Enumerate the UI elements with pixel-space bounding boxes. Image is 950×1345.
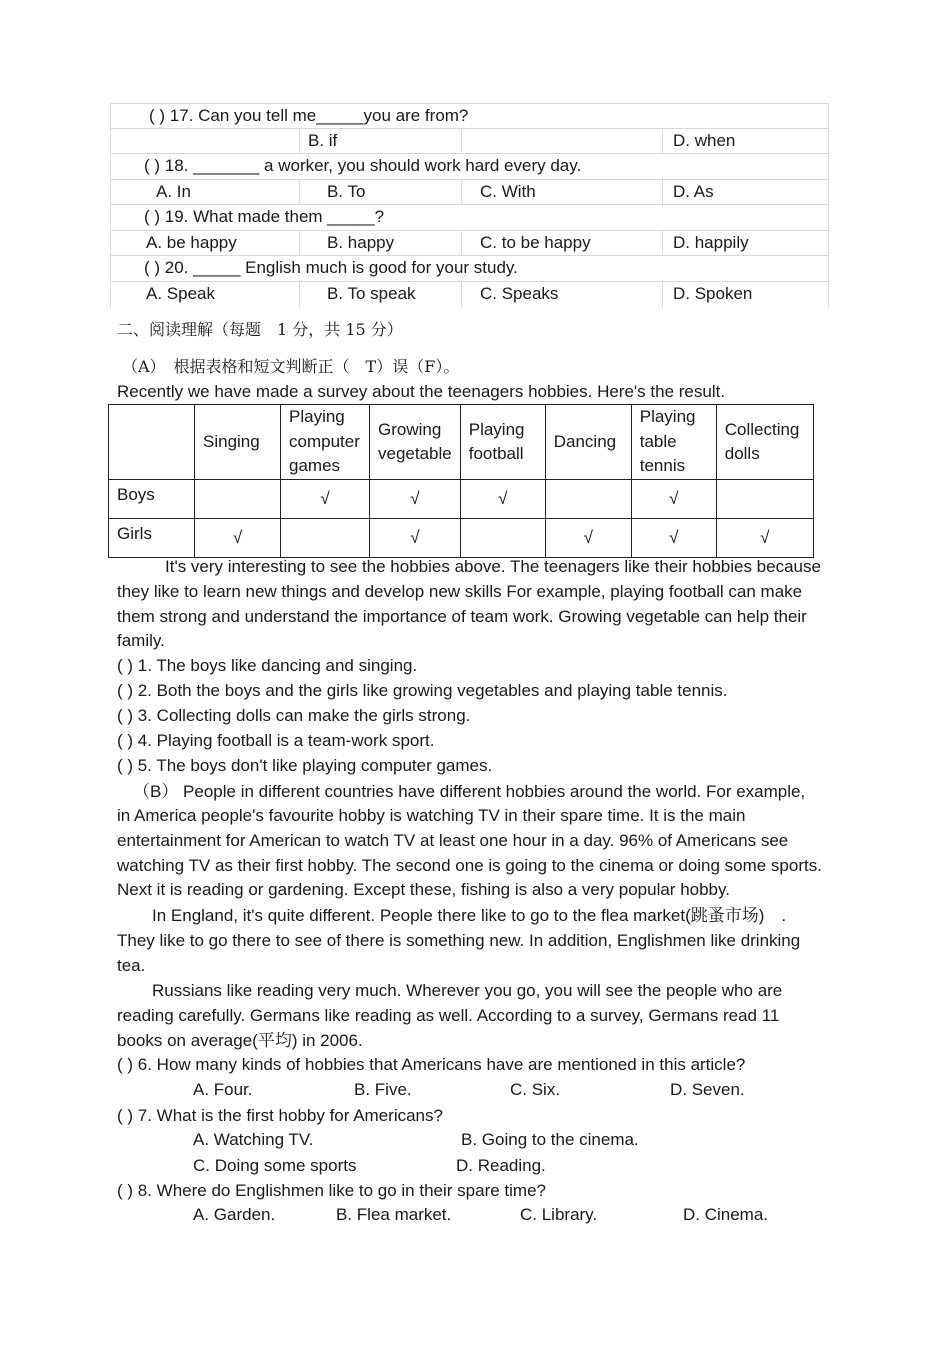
question-8-stem: ( ) 8. Where do Englishmen like to go in their spare time? — [117, 1181, 546, 1200]
q17-stem-row — [110, 103, 829, 129]
check-mark: √ — [716, 519, 813, 558]
q6-option-c: C. Six. — [510, 1080, 561, 1099]
check-mark — [281, 519, 370, 558]
check-mark: √ — [195, 519, 281, 558]
row-label: Girls — [109, 519, 195, 558]
check-mark: √ — [370, 519, 461, 558]
q20-option-c: C. Speaks — [462, 282, 663, 308]
partB-passage-line: books on average(平均) in 2006. — [117, 1031, 363, 1050]
partA-passage-line: It's very interesting to see the hobbies above. The teenagers like their hobbies because — [165, 557, 821, 576]
statement-2: ( ) 2. Both the boys and the girls like growing vegetables and playing table tennis. — [117, 681, 728, 700]
check-mark: √ — [545, 519, 631, 558]
partB-passage-line: They like to go there to see of there is something new. In addition, Englishmen like drinking — [117, 931, 801, 950]
table-header-cell: Playing football — [460, 405, 545, 480]
check-mark: √ — [370, 480, 461, 519]
q20-option-d: D. Spoken — [673, 283, 753, 303]
q20-options-row — [110, 282, 829, 308]
q17-option-b: B. if — [300, 129, 462, 154]
check-mark: √ — [460, 480, 545, 519]
question-7-stem: ( ) 7. What is the first hobby for Americans? — [117, 1106, 443, 1125]
partA-passage-line: them strong and understand the importance of team work. Growing vegetable can help their — [117, 607, 807, 626]
q18-option-b: B. To — [300, 180, 462, 205]
q6-option-b: B. Five. — [354, 1080, 412, 1099]
table-header-cell — [109, 405, 195, 480]
q7-option-a: A. Watching TV. — [193, 1130, 314, 1149]
table-row-boys — [109, 480, 814, 519]
table-header-cell: Playing table tennis — [631, 405, 716, 480]
q18-option-c: C. With — [462, 180, 663, 205]
q19-option-c: C. to be happy — [462, 231, 663, 256]
q6-option-a: A. Four. — [193, 1080, 253, 1099]
partB-passage-line: tea. — [117, 956, 146, 975]
partB-passage-line: （B） People in different countries have different hobbies around the world. For example, — [133, 782, 806, 801]
table-header-cell: Growing vegetable — [370, 405, 461, 480]
partA-label: （A） 根据表格和短文判断正（ T）误（F）。 — [122, 357, 460, 376]
partB-passage-line: Next it is reading or gardening. Except these, fishing is also a very popular hobby. — [117, 880, 730, 899]
question-grid — [110, 103, 829, 307]
table-header-cell: Playing computer games — [281, 405, 370, 480]
table-header-row — [109, 405, 814, 480]
section2-title: 二、阅读理解（每题 1 分，共 15 分） — [117, 320, 403, 339]
q20-option-b: B. To speak — [300, 282, 462, 308]
q19-option-a: A. be happy — [111, 231, 300, 256]
q18-stem: ( ) 18. _______ a worker, you should work hard every day. — [144, 156, 582, 175]
q17-option-c — [462, 129, 663, 154]
q18-option-d: D. As — [673, 181, 714, 201]
hobby-survey-table — [108, 404, 814, 558]
statement-4: ( ) 4. Playing football is a team-work sport. — [117, 731, 435, 750]
q8-option-b: B. Flea market. — [336, 1205, 452, 1224]
q17-stem: ( ) 17. Can you tell me_____you are from? — [149, 106, 469, 125]
question-6-stem: ( ) 6. How many kinds of hobbies that Americans have are mentioned in this article? — [117, 1055, 746, 1074]
q8-option-c: C. Library. — [520, 1205, 598, 1224]
q20-stem-row — [110, 256, 829, 282]
check-mark — [460, 519, 545, 558]
row-label: Boys — [109, 480, 195, 519]
q18-stem-row — [110, 154, 829, 180]
partB-passage-line: reading carefully. Germans like reading as well. According to a survey, Germans read 11 — [117, 1006, 780, 1025]
q17-option-a — [111, 129, 300, 154]
q7-option-c: C. Doing some sports — [193, 1156, 357, 1175]
q19-stem-row — [110, 205, 829, 231]
q18-option-a: A. In — [111, 180, 300, 205]
q19-stem: ( ) 19. What made them _____? — [144, 207, 385, 226]
q17-options-row — [110, 129, 829, 155]
q6-option-d: D. Seven. — [670, 1080, 745, 1099]
partA-passage-line: they like to learn new things and develop new skills For example, playing football can make — [117, 582, 803, 601]
q7-option-b: B. Going to the cinema. — [461, 1130, 639, 1149]
check-mark — [195, 480, 281, 519]
check-mark: √ — [281, 480, 370, 519]
q19-options-row — [110, 231, 829, 257]
q20-option-a: A. Speak — [111, 282, 300, 308]
partB-passage-line: watching TV as their first hobby. The second one is going to the cinema or doing some sports. — [117, 856, 822, 875]
partB-passage-line: in America people's favourite hobby is watching TV in their spare time. It is the main — [117, 806, 746, 825]
q7-option-d: D. Reading. — [456, 1156, 546, 1175]
check-mark: √ — [631, 480, 716, 519]
statement-5: ( ) 5. The boys don't like playing computer games. — [117, 756, 493, 775]
q19-option-b: B. happy — [300, 231, 462, 256]
q19-option-d: D. happily — [673, 232, 749, 252]
q18-options-row — [110, 180, 829, 206]
check-mark — [716, 480, 813, 519]
partB-passage-line: In England, it's quite different. People there like to go to the flea market(跳蚤市场) . — [152, 906, 787, 925]
q8-option-d: D. Cinema. — [683, 1205, 769, 1224]
q20-stem: ( ) 20. _____ English much is good for your study. — [144, 258, 518, 277]
partB-passage-line: entertainment for American to watch TV at least one hour in a day. 96% of Americans see — [117, 831, 789, 850]
q8-option-a: A. Garden. — [193, 1205, 276, 1224]
statement-3: ( ) 3. Collecting dolls can make the girls strong. — [117, 706, 471, 725]
partA-passage-line: family. — [117, 631, 165, 650]
table-row-girls — [109, 519, 814, 558]
q17-option-d: D. when — [673, 130, 736, 150]
partB-passage-line: Russians like reading very much. Wherever you go, you will see the people who are — [152, 981, 783, 1000]
table-header-cell: Singing — [195, 405, 281, 480]
check-mark — [545, 480, 631, 519]
statement-1: ( ) 1. The boys like dancing and singing. — [117, 656, 418, 675]
check-mark: √ — [631, 519, 716, 558]
partA-intro: Recently we have made a survey about the teenagers hobbies. Here's the result. — [117, 382, 726, 401]
table-header-cell: Dancing — [545, 405, 631, 480]
table-header-cell: Collecting dolls — [716, 405, 813, 480]
